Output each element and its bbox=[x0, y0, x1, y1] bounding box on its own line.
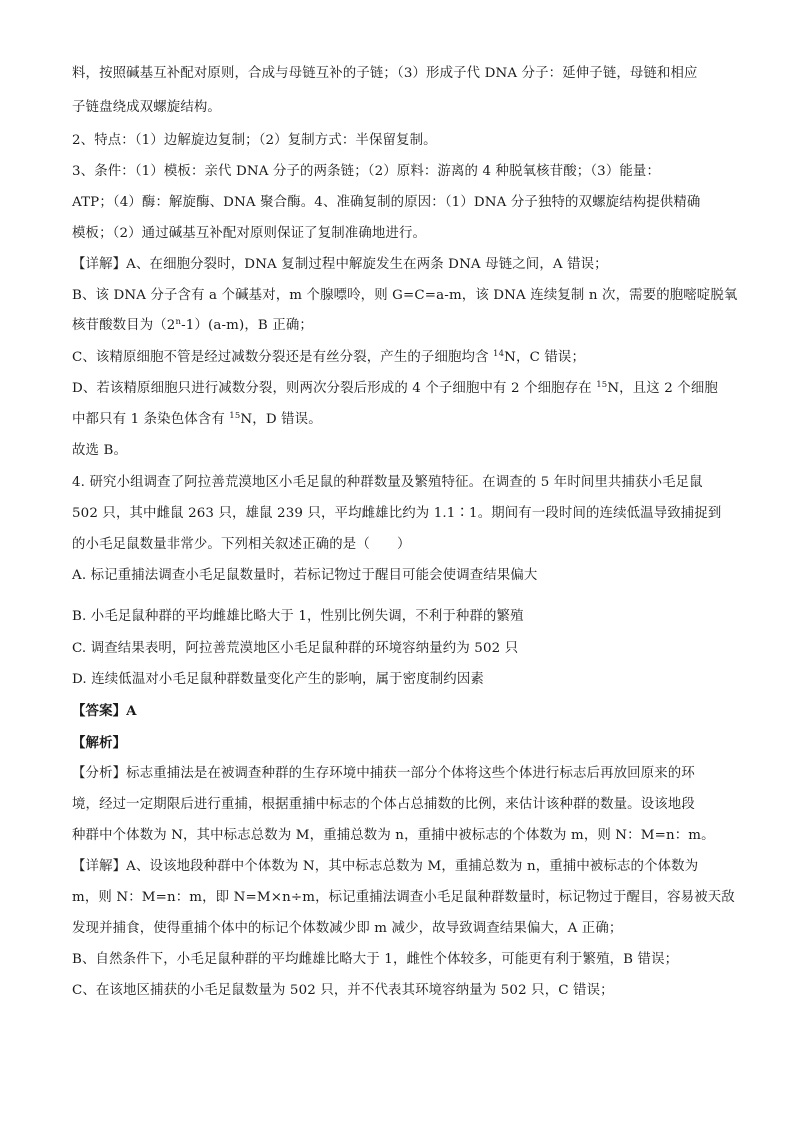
text-line: 故选 B。 bbox=[72, 443, 128, 458]
text-line: ATP；（4）酶：解旋酶、DNA 聚合酶。4、准确复制的原因：（1）DNA 分子独特的双螺旋结构提供精确 bbox=[72, 195, 701, 210]
text-line-with-superscript: D、若该精原细胞只进行减数分裂，则两次分裂后形成的 4 个子细胞中有 2 个细胞存在 $^{15}$N，且这 2 个细胞 bbox=[72, 380, 718, 396]
text-line: 子链盘绕成双螺旋结构。 bbox=[72, 100, 221, 115]
text-line-with-superscript: C、该精原细胞不管是经过减数分裂还是有丝分裂，产生的子细胞均含 $^{14}$N，C 错误； bbox=[72, 349, 585, 365]
text-line: m，则 N：M=n：m，即 N=M×n÷m，标记重捕法调查小毛足鼠种群数量时，标记物过于醒目，容易被天敌 bbox=[72, 890, 735, 905]
question-line: 502 只，其中雌鼠 263 只，雄鼠 239 只，平均雌雄比约为 1.1∶1。期间有一段时间的连续低温导致捕捉到 bbox=[72, 506, 722, 521]
option-a: A. 标记重捕法调查小毛足鼠数量时，若标记物过于醒目可能会使调查结果偏大 bbox=[72, 568, 538, 583]
text-line: C、在该地区捕获的小毛足鼠数量为 502 只，并不代表其环境容纳量为 502 只，C 错误； bbox=[72, 983, 614, 998]
text-line: 【详解】A、设该地段种群中个体数为 N，其中标志总数为 M，重捕总数为 n，重捕中被标志的个体数为 bbox=[72, 859, 699, 874]
text-line-with-superscript: 核苷酸数目为（2$^n$-1）(a-m)，B 正确； bbox=[72, 317, 313, 333]
text-line: B、该 DNA 分子含有 a 个碱基对，m 个腺嘌呤，则 G=C=a-m，该 DNA 连续复制 n 次，需要的胞嘧啶脱氧 bbox=[72, 288, 738, 303]
text-line: 3、条件：（1）模板：亲代 DNA 分子的两条链；（2）原料：游离的 4 种脱氧核苷酸；（3）能量： bbox=[72, 164, 660, 179]
question-line: 的小毛足鼠数量非常少。下列相关叙述正确的是（ ） bbox=[72, 537, 411, 552]
question-line: 4. 研究小组调查了阿拉善荒漠地区小毛足鼠的种群数量及繁殖特征。在调查的 5 年时间里共捕获小毛足鼠 bbox=[72, 475, 703, 490]
answer-detail-line: 【详解】A、在细胞分裂时，DNA 复制过程中解旋发生在两条 DNA 母链之间，A 错误； bbox=[72, 257, 608, 272]
text-line: 境，经过一定期限后进行重捕，根据重捕中标志的个体占总捕数的比例，来估计该种群的数量。设该地段 bbox=[72, 797, 695, 812]
text-line: 料，按照碱基互补配对原则，合成与母链互补的子链；（3）形成子代 DNA 分子：延伸子链，母链和相应 bbox=[72, 66, 698, 81]
text-line: 【分析】标志重捕法是在被调查种群的生存环境中捕获一部分个体将这些个体进行标志后再放回原来的环 bbox=[72, 766, 695, 781]
analysis-heading: 【解析】 bbox=[72, 735, 127, 751]
text-line: B、自然条件下，小毛足鼠种群的平均雌雄比略大于 1，雌性个体较多，可能更有利于繁殖，B 错误； bbox=[72, 952, 679, 967]
text-line: 2、特点：（1）边解旋边复制；（2）复制方式：半保留复制。 bbox=[72, 133, 437, 148]
option-b: B. 小毛足鼠种群的平均雌雄比略大于 1，性别比例失调，不利于种群的繁殖 bbox=[72, 609, 524, 624]
text-line: 种群中个体数为 N，其中标志总数为 M，重捕总数为 n，重捕中被标志的个体数为 m，则 N：M=n：m。 bbox=[72, 828, 715, 843]
answer-heading: 【答案】A bbox=[72, 703, 137, 719]
text-line-with-superscript: 中都只有 1 条染色体含有 $^{15}$N，D 错误。 bbox=[72, 411, 322, 427]
text-line: 发现并捕食，使得重捕个体中的标记个体数减少即 m 减少，故导致调查结果偏大，A 正确； bbox=[72, 921, 623, 936]
text-line: 模板；（2）通过碱基互补配对原则保证了复制准确地进行。 bbox=[72, 226, 427, 241]
option-d: D. 连续低温对小毛足鼠种群数量变化产生的影响，属于密度制约因素 bbox=[72, 672, 484, 687]
option-c: C. 调查结果表明，阿拉善荒漠地区小毛足鼠种群的环境容纳量约为 502 只 bbox=[72, 641, 519, 656]
